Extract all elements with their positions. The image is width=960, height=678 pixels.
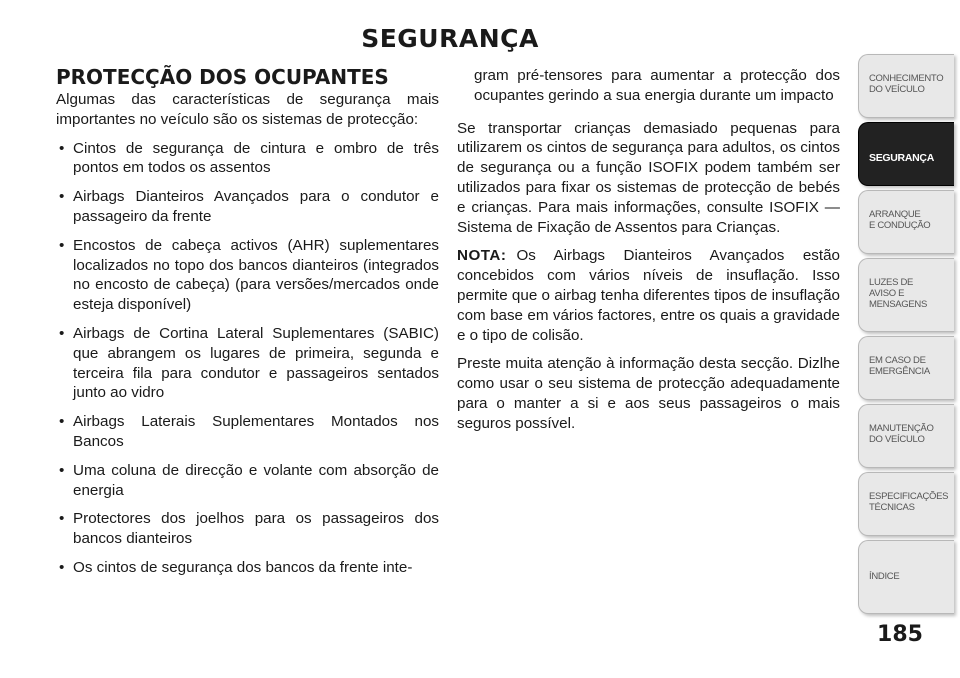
list-item: • Cintos de segurança de cintura e ombro de três pontos em todos os assentos xyxy=(56,139,439,179)
tab-luzes-de-aviso[interactable] xyxy=(858,258,954,332)
tab-em-caso-de-emergencia[interactable] xyxy=(858,336,954,400)
page-title: SEGURANÇA xyxy=(361,24,539,53)
nota-text: Os Airbags Dianteiros Avançados estão concebidos com vários níveis de insuflação. Isso permite que o airbag tenha diferentes tipos de insuflação com base em vários factores, entre os quais a gravidade e o tipo de colisão. xyxy=(457,247,840,344)
tab-seguranca[interactable] xyxy=(858,122,954,186)
children-paragraph: Se transportar crianças demasiado pequenas para utilizarem os cintos de segurança para adultos, os cintos de segurança ou a função ISOFIX podem também ser utilizados para fixar os sistemas de protecção de bebés e crianças. Para mais informações, consulte ISOFIX — Sistema de Fixação de Assentos para Crianças. xyxy=(457,119,840,236)
protection-list xyxy=(56,139,439,578)
list-item: • Encostos de cabeça activos (AHR) suplementares localizados no topo dos bancos dianteiros (integrados no encosto de cabeça) (para versões/mercados onde esteja disponível) xyxy=(56,236,439,315)
tab-especificacoes-tecnicas[interactable] xyxy=(858,472,954,536)
list-item: • Uma coluna de direcção e volante com absorção de energia xyxy=(56,461,439,501)
tab-label: LUZES DE AVISO E MENSAGENS xyxy=(869,277,928,310)
tab-indice[interactable] xyxy=(858,540,954,614)
bullet-continuation: gram pré-tensores para aumentar a protecção dos ocupantes gerindo a sua energia durante um impacto xyxy=(474,67,840,104)
list-item: • Airbags de Cortina Lateral Suplementares (SABIC) que abrangem os lugares de primeira, segunda e terceira fila para condutor e passageiros sentados junto ao vidro xyxy=(56,324,439,403)
intro-paragraph: Algumas das características de segurança mais importantes no veículo são os sistemas de protecção: xyxy=(56,91,439,128)
tab-conhecimento-do-veiculo[interactable] xyxy=(858,54,954,118)
tab-label: SEGURANÇA xyxy=(869,152,934,164)
tab-label: ARRANQUE E CONDUÇÃO xyxy=(869,209,931,231)
tab-arranque-e-conducao[interactable] xyxy=(858,190,954,254)
tab-label: MANUTENÇÃO DO VEÍCULO xyxy=(869,423,934,445)
tab-label: ESPECIFICAÇÕES TÉCNICAS xyxy=(869,491,949,513)
list-item: • Protectores dos joelhos para os passageiros dos bancos dianteiros xyxy=(56,509,439,549)
section-title: PROTECÇÃO DOS OCUPANTES xyxy=(56,65,389,89)
tab-label: EM CASO DE EMERGÊNCIA xyxy=(869,355,930,377)
nota-paragraph xyxy=(457,246,840,345)
attention-paragraph: Preste muita atenção à informação desta secção. Dizlhe como usar o seu sistema de protecção adequadamente para o manter a si e aos seus passageiros o mais seguros possível. xyxy=(457,355,840,432)
tab-manutencao-do-veiculo[interactable] xyxy=(858,404,954,468)
right-column xyxy=(457,66,840,443)
nota-label: NOTA: xyxy=(457,247,507,265)
list-item: • Airbags Dianteiros Avançados para o condutor e passageiro da frente xyxy=(56,187,439,227)
list-item: • Airbags Laterais Suplementares Montados nos Bancos xyxy=(56,412,439,452)
page-number: 185 xyxy=(877,622,923,647)
list-item: • Os cintos de segurança dos bancos da frente inte- xyxy=(56,558,439,578)
left-column xyxy=(56,66,439,587)
tab-label: ÍNDICE xyxy=(869,571,900,582)
tab-label: CONHECIMENTO DO VEÍCULO xyxy=(869,73,944,95)
